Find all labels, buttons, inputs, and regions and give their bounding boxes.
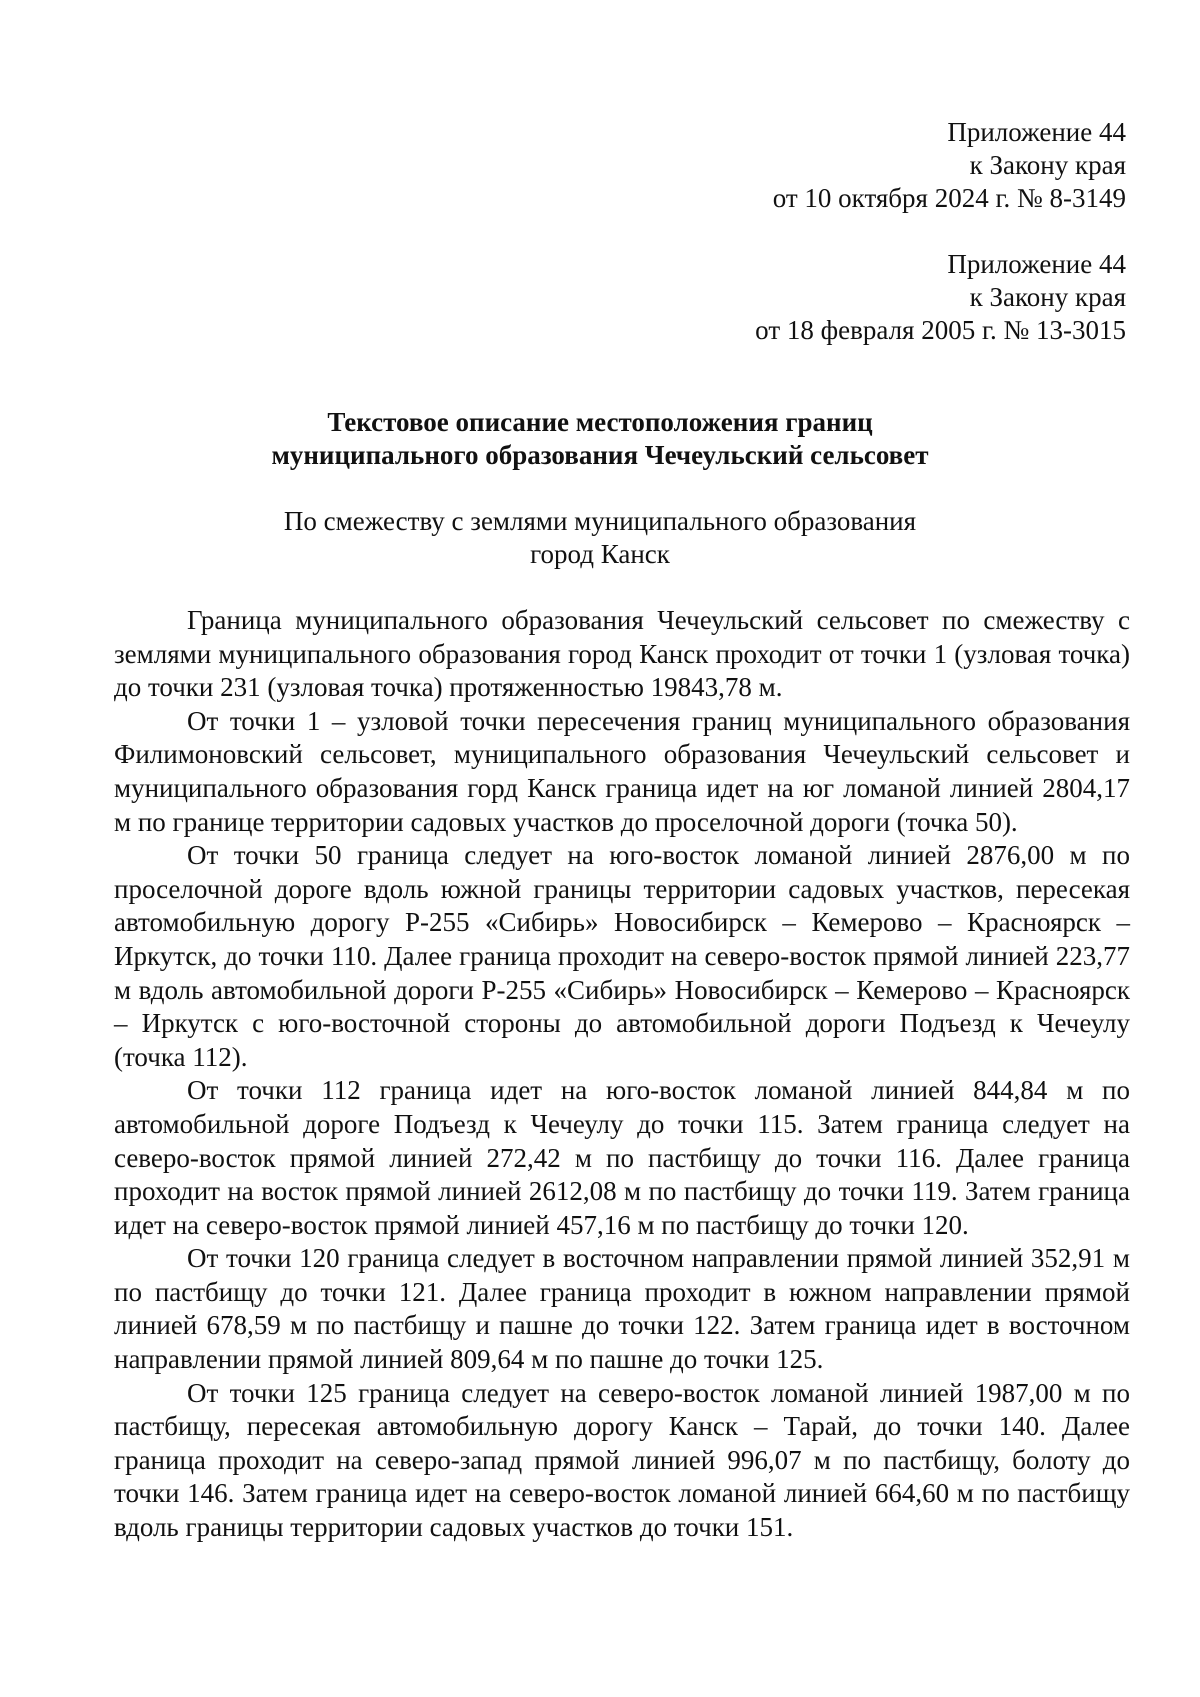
paragraph: От точки 1 – узловой точки пересечения границ муниципального образования Филимоновский сельсовет, муниципального образования Чечеульский сельсовет и муниципального образования горд Канск граница идет на юг ломаной линией 2804,17 м по границе территории садовых участков до проселочной дороги (точка 50). <box>114 705 1130 837</box>
paragraph: Граница муниципального образования Чечеульский сельсовет по смежеству с землями муниципального образования город Канск проходит от точки 1 (узловая точка) до точки 231 (узловая точка) протяженностью 19843,78 м. <box>114 605 1130 703</box>
document-title <box>120 406 1080 472</box>
section-heading <box>120 505 1080 571</box>
annex-header-original <box>566 248 1126 347</box>
document-body <box>114 604 1130 1545</box>
annex-law-date: от 10 октября 2024 г. № 8-3149 <box>772 183 1126 213</box>
paragraph: От точки 120 граница следует в восточном направлении прямой линией 352,91 м по пастбищу до точки 121. Далее граница проходит в южном направлении прямой линией 678,59 м по пастбищу и пашне до точки 122. Затем граница идет в восточном направлении прямой линией 809,64 м по пашне до точки 125. <box>114 1243 1130 1375</box>
section-heading-line-2: город Канск <box>530 539 670 569</box>
paragraph: От точки 125 граница следует на северо-восток ломаной линией 1987,00 м по пастбищу, пересекая автомобильную дорогу Канск – Тарай, до точки 140. Далее граница проходит на северо-запад прямой линией 996,07 м по пастбищу, болоту до точки 146. Затем граница идет на северо-восток ломаной линией 664,60 м по пастбищу вдоль границы территории садовых участков до точки 151. <box>114 1377 1130 1543</box>
title-line-2: муниципального образования Чечеульский сельсовет <box>271 440 929 470</box>
paragraph: От точки 112 граница идет на юго-восток ломаной линией 844,84 м по автомобильной дороге Подъезд к Чечеулу до точки 115. Затем граница следует на северо-восток прямой линией 272,42 м по пастбищу до точки 116. Далее граница проходит на восток прямой линией 2612,08 м по пастбищу до точки 119. Затем граница идет на северо-восток прямой линией 457,16 м по пастбищу до точки 120. <box>114 1075 1130 1240</box>
annex-law-ref: к Закону края <box>969 150 1126 180</box>
annex-number: Приложение 44 <box>947 117 1126 147</box>
annex-header-current <box>566 116 1126 215</box>
annex-law-date: от 18 февраля 2005 г. № 13-3015 <box>755 315 1126 345</box>
paragraph: От точки 50 граница следует на юго-восток ломаной линией 2876,00 м по проселочной дороге вдоль южной границы территории садовых участков, пересекая автомобильную дорогу Р-255 «Сибирь» Новосибирск – Кемерово – Красноярск – Иркутск, до точки 110. Далее граница проходит на северо-восток прямой линией 223,77 м вдоль автомобильной дороги Р-255 «Сибирь» Новосибирск – Кемерово – Красноярск – Иркутск с юго-восточной стороны до автомобильной дороги Подъезд к Чечеулу (точка 112). <box>114 840 1130 1072</box>
annex-law-ref: к Закону края <box>969 282 1126 312</box>
annex-number: Приложение 44 <box>947 249 1126 279</box>
section-heading-line-1: По смежеству с землями муниципального образования <box>283 506 917 536</box>
title-line-1: Текстовое описание местоположения границ <box>327 407 873 437</box>
